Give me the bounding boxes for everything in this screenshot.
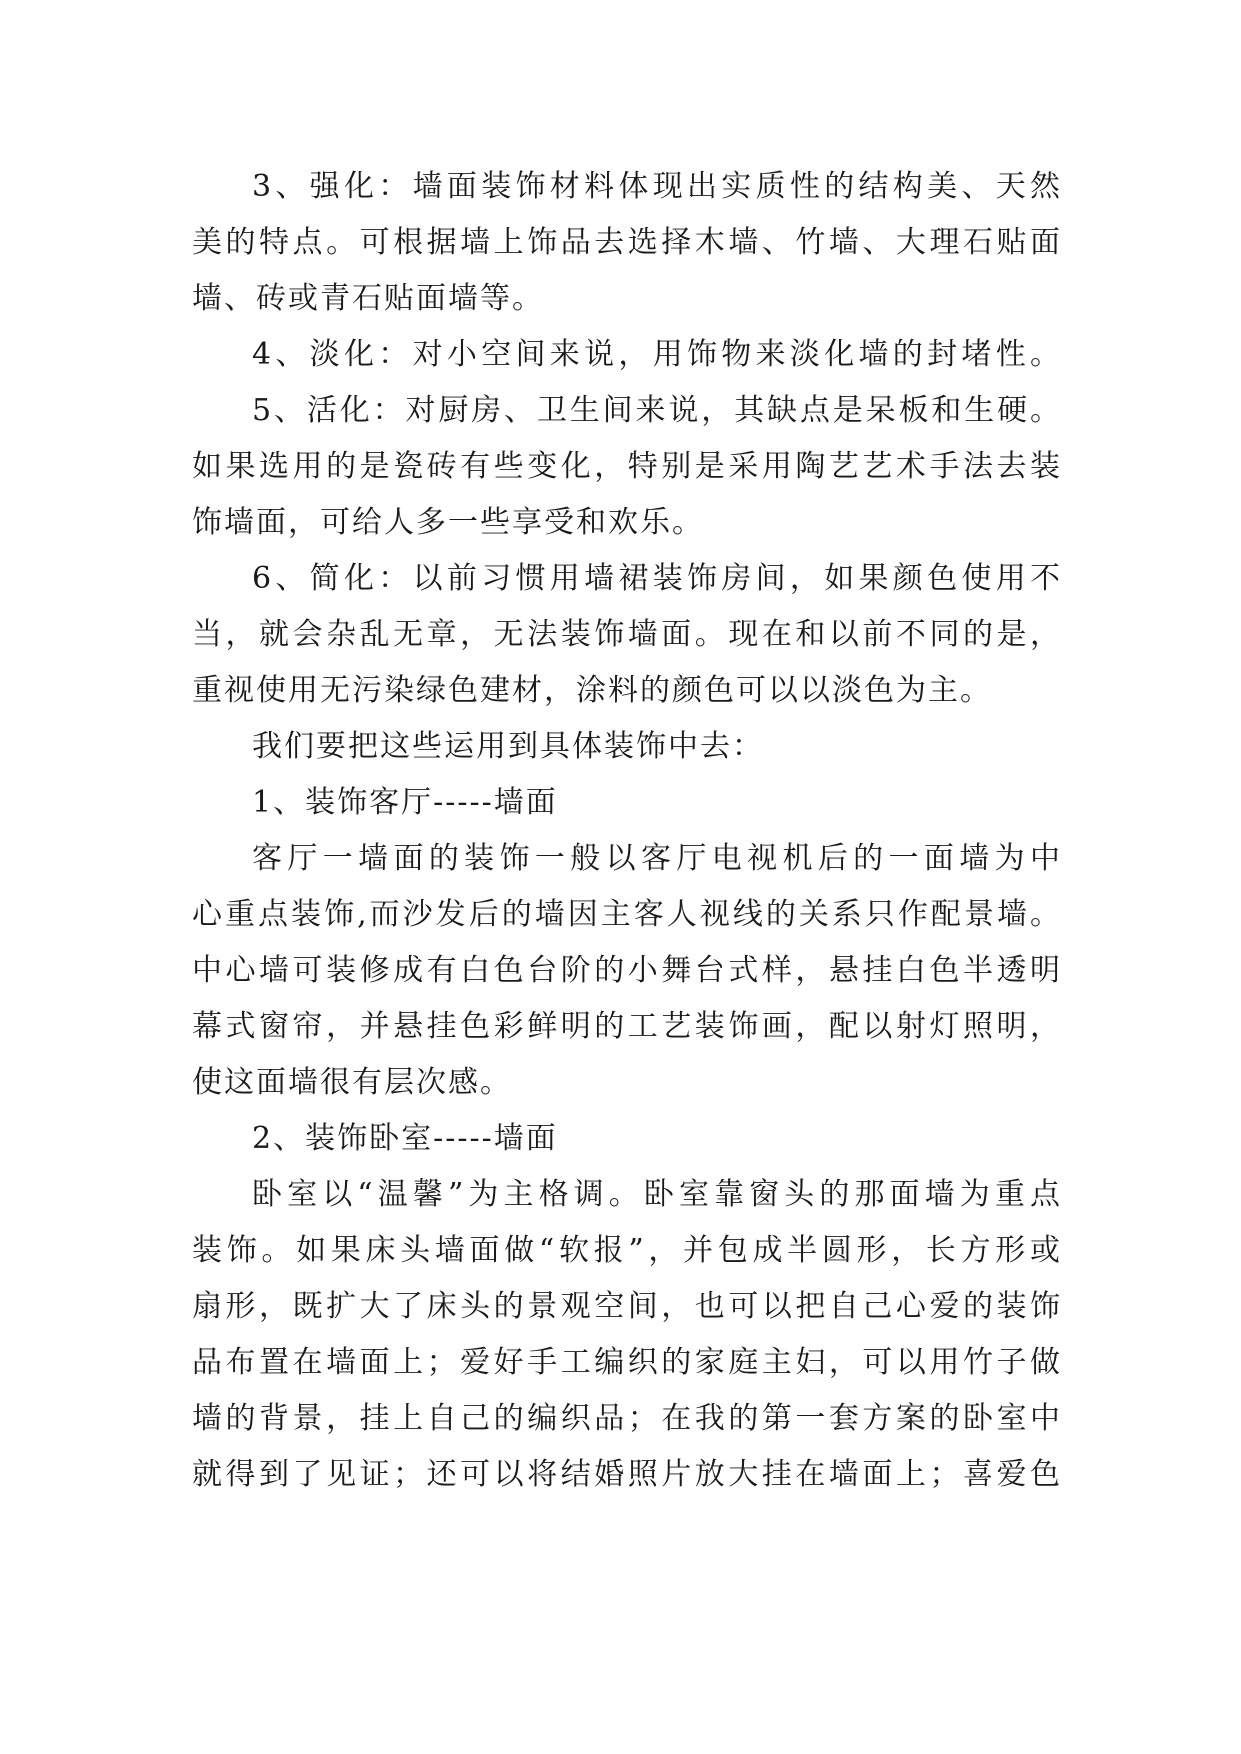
text-line: 幕式窗帘，并悬挂色彩鲜明的工艺装饰画，配以射灯照明， xyxy=(192,1009,1062,1044)
text-line: 客厅一墙面的装饰一般以客厅电视机后的一面墙为中 xyxy=(252,841,1062,876)
section-heading: 2、装饰卧室-----墙面 xyxy=(252,1121,558,1156)
text-line: 4、淡化：对小空间来说，用饰物来淡化墙的封堵性。 xyxy=(252,337,1062,372)
text-line: 6、简化：以前习惯用墙裙装饰房间，如果颜色使用不 xyxy=(252,561,1062,596)
text-line: 当，就会杂乱无章，无法装饰墙面。现在和以前不同的是， xyxy=(192,617,1062,652)
text-line: 如果选用的是瓷砖有些变化，特别是采用陶艺艺术手法去装 xyxy=(192,449,1062,484)
text-line: 卧室以“温馨”为主格调。卧室靠窗头的那面墙为重点 xyxy=(252,1177,1062,1212)
text-line: 3、强化：墙面装饰材料体现出实质性的结构美、天然 xyxy=(252,169,1062,204)
text-line: 使这面墙很有层次感。 xyxy=(192,1065,512,1100)
text-line: 墙的背景，挂上自己的编织品；在我的第一套方案的卧室中 xyxy=(192,1401,1062,1436)
text-line: 中心墙可装修成有白色台阶的小舞台式样，悬挂白色半透明 xyxy=(192,953,1062,988)
text-line: 我们要把这些运用到具体装饰中去： xyxy=(252,729,764,764)
text-line: 就得到了见证；还可以将结婚照片放大挂在墙面上；喜爱色 xyxy=(192,1457,1062,1492)
text-line: 装饰。如果床头墙面做“软报”，并包成半圆形，长方形或 xyxy=(192,1233,1062,1268)
text-line: 品布置在墙面上；爱好手工编织的家庭主妇，可以用竹子做 xyxy=(192,1345,1062,1380)
text-line: 5、活化：对厨房、卫生间来说，其缺点是呆板和生硬。 xyxy=(252,393,1062,428)
text-line: 重视使用无污染绿色建材，涂料的颜色可以以淡色为主。 xyxy=(192,673,992,708)
text-line: 饰墙面，可给人多一些享受和欢乐。 xyxy=(192,505,704,540)
text-line: 墙、砖或青石贴面墙等。 xyxy=(192,281,544,316)
text-line: 扇形，既扩大了床头的景观空间，也可以把自己心爱的装饰 xyxy=(192,1289,1062,1324)
section-heading: 1、装饰客厅-----墙面 xyxy=(252,785,558,820)
text-line: 心重点装饰,而沙发后的墙因主客人视线的关系只作配景墙。 xyxy=(192,897,1062,932)
text-line: 美的特点。可根据墙上饰品去选择木墙、竹墙、大理石贴面 xyxy=(192,225,1062,260)
